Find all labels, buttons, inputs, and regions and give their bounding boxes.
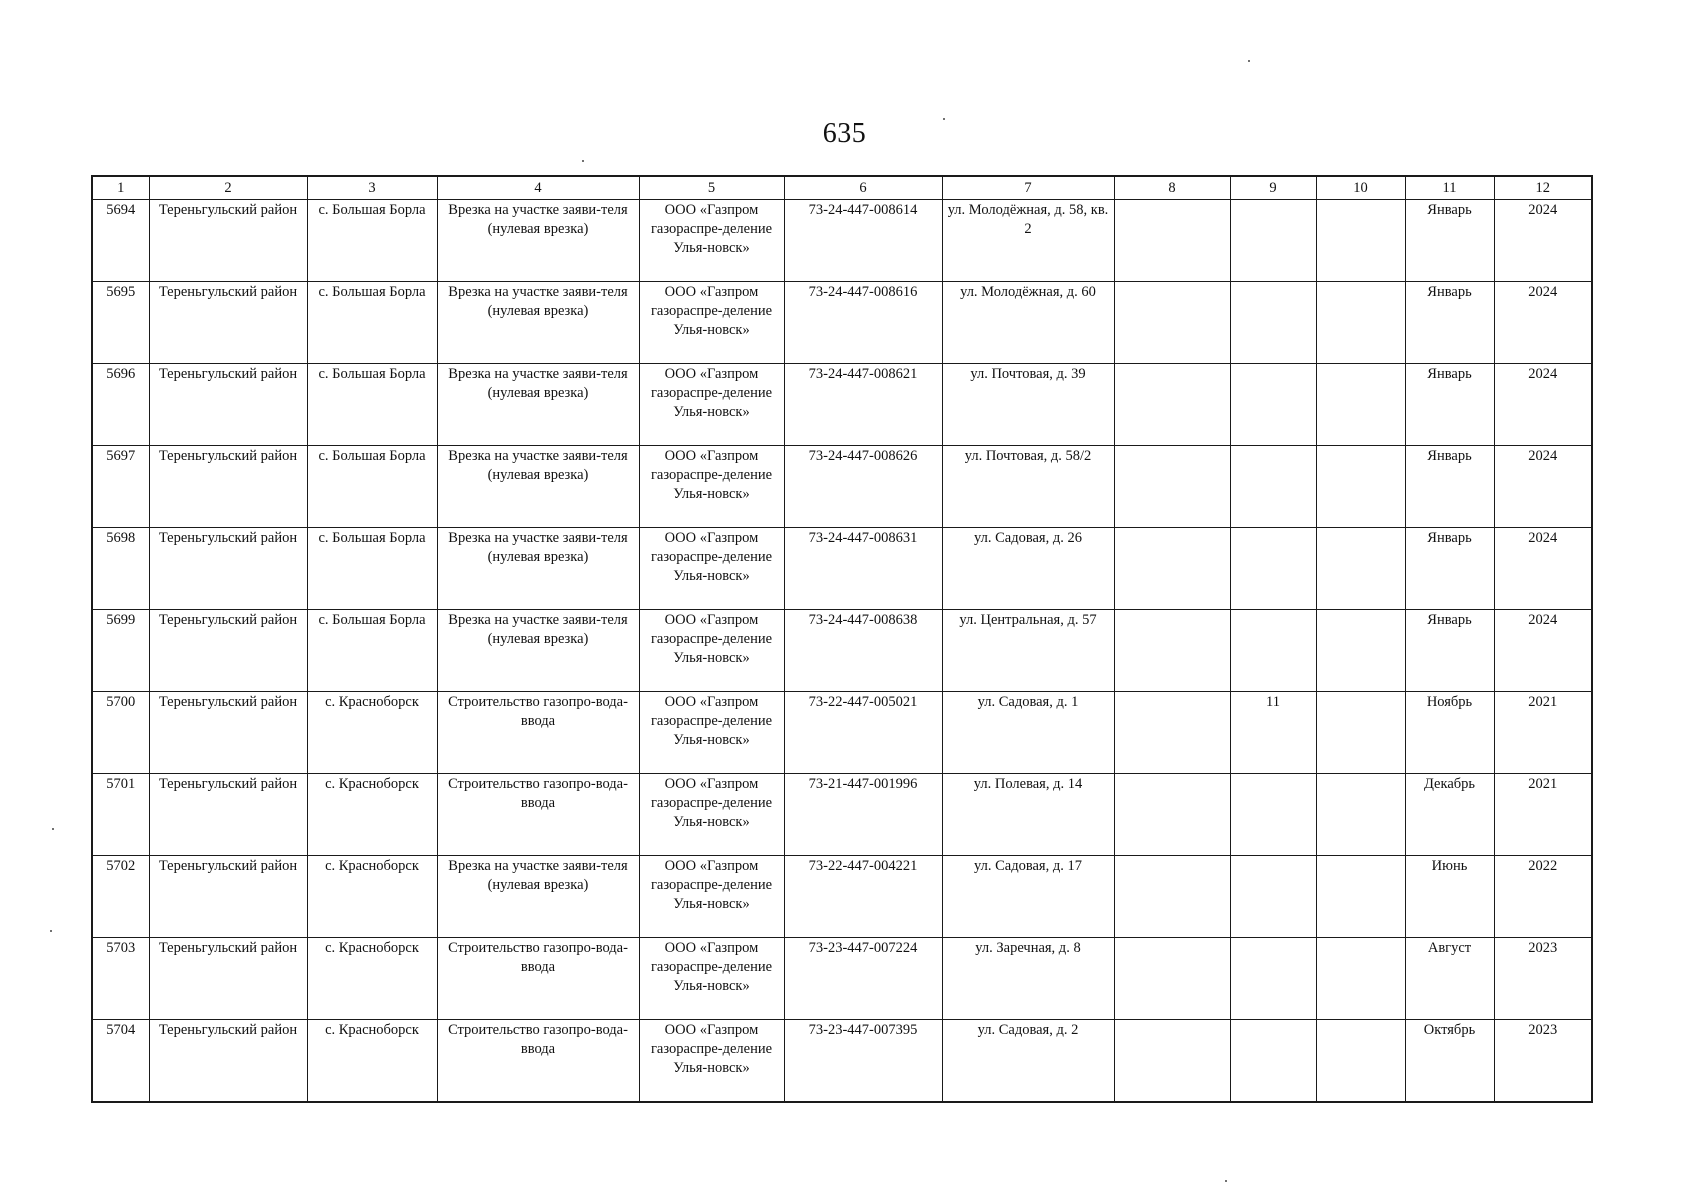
year-cell: 2024	[1494, 364, 1592, 446]
year-cell: 2021	[1494, 774, 1592, 856]
col8-cell	[1114, 610, 1230, 692]
table-row	[92, 610, 1592, 692]
table-row	[92, 200, 1592, 282]
settlement-cell: с. Большая Борла	[307, 282, 437, 364]
organization-cell: ООО «Газпром газораспре-деление Улья-новск»	[639, 364, 784, 446]
organization-cell: ООО «Газпром газораспре-деление Улья-новск»	[639, 856, 784, 938]
address-cell: ул. Центральная, д. 57	[942, 610, 1114, 692]
row-number-cell: 5702	[92, 856, 149, 938]
settlement-cell: с. Большая Борла	[307, 528, 437, 610]
district-cell: Тереньгульский район	[149, 364, 307, 446]
col10-cell	[1316, 610, 1405, 692]
cadastral-code-cell: 73-22-447-004221	[784, 856, 942, 938]
work-type-cell: Врезка на участке заяви-теля (нулевая врезка)	[437, 364, 639, 446]
col10-cell	[1316, 200, 1405, 282]
table-body	[92, 200, 1592, 1102]
col10-cell	[1316, 282, 1405, 364]
row-number-cell: 5698	[92, 528, 149, 610]
row-number-cell: 5700	[92, 692, 149, 774]
year-cell: 2021	[1494, 692, 1592, 774]
month-cell: Ноябрь	[1405, 692, 1494, 774]
col9-cell	[1230, 528, 1316, 610]
header-cell: 2	[149, 176, 307, 200]
district-cell: Тереньгульский район	[149, 528, 307, 610]
settlement-cell: с. Большая Борла	[307, 610, 437, 692]
col10-cell	[1316, 692, 1405, 774]
col8-cell	[1114, 528, 1230, 610]
row-number-cell: 5699	[92, 610, 149, 692]
row-number-cell: 5701	[92, 774, 149, 856]
cadastral-code-cell: 73-22-447-005021	[784, 692, 942, 774]
settlement-cell: с. Большая Борла	[307, 446, 437, 528]
col10-cell	[1316, 856, 1405, 938]
row-number-cell: 5704	[92, 1020, 149, 1102]
work-type-cell: Строительство газопро-вода-ввода	[437, 692, 639, 774]
settlement-cell: с. Красноборск	[307, 856, 437, 938]
scan-speck	[1248, 60, 1250, 62]
address-cell: ул. Полевая, д. 14	[942, 774, 1114, 856]
address-cell: ул. Молодёжная, д. 58, кв. 2	[942, 200, 1114, 282]
month-cell: Январь	[1405, 200, 1494, 282]
organization-cell: ООО «Газпром газораспре-деление Улья-новск»	[639, 282, 784, 364]
year-cell: 2024	[1494, 610, 1592, 692]
scan-speck	[50, 930, 52, 932]
col8-cell	[1114, 938, 1230, 1020]
work-type-cell: Строительство газопро-вода-ввода	[437, 938, 639, 1020]
col8-cell	[1114, 200, 1230, 282]
col9-cell	[1230, 938, 1316, 1020]
year-cell: 2022	[1494, 856, 1592, 938]
page-number: 635	[822, 118, 867, 149]
month-cell: Июнь	[1405, 856, 1494, 938]
district-cell: Тереньгульский район	[149, 200, 307, 282]
month-cell: Январь	[1405, 446, 1494, 528]
organization-cell: ООО «Газпром газораспре-деление Улья-новск»	[639, 446, 784, 528]
address-cell: ул. Садовая, д. 2	[942, 1020, 1114, 1102]
col9-cell	[1230, 774, 1316, 856]
settlement-cell: с. Красноборск	[307, 774, 437, 856]
col10-cell	[1316, 938, 1405, 1020]
district-cell: Тереньгульский район	[149, 1020, 307, 1102]
col8-cell	[1114, 692, 1230, 774]
organization-cell: ООО «Газпром газораспре-деление Улья-новск»	[639, 692, 784, 774]
address-cell: ул. Молодёжная, д. 60	[942, 282, 1114, 364]
work-type-cell: Врезка на участке заяви-теля (нулевая врезка)	[437, 282, 639, 364]
address-cell: ул. Заречная, д. 8	[942, 938, 1114, 1020]
district-cell: Тереньгульский район	[149, 856, 307, 938]
table-row	[92, 364, 1592, 446]
header-cell: 4	[437, 176, 639, 200]
year-cell: 2024	[1494, 528, 1592, 610]
col9-cell	[1230, 610, 1316, 692]
scan-speck	[52, 828, 54, 830]
row-number-cell: 5695	[92, 282, 149, 364]
col9-cell	[1230, 446, 1316, 528]
col10-cell	[1316, 774, 1405, 856]
row-number-cell: 5703	[92, 938, 149, 1020]
row-number-cell: 5697	[92, 446, 149, 528]
organization-cell: ООО «Газпром газораспре-деление Улья-новск»	[639, 938, 784, 1020]
table-row	[92, 938, 1592, 1020]
address-cell: ул. Почтовая, д. 58/2	[942, 446, 1114, 528]
month-cell: Январь	[1405, 528, 1494, 610]
cadastral-code-cell: 73-24-447-008621	[784, 364, 942, 446]
organization-cell: ООО «Газпром газораспре-деление Улья-новск»	[639, 1020, 784, 1102]
header-cell: 9	[1230, 176, 1316, 200]
address-cell: ул. Садовая, д. 1	[942, 692, 1114, 774]
month-cell: Январь	[1405, 610, 1494, 692]
table-row	[92, 528, 1592, 610]
organization-cell: ООО «Газпром газораспре-деление Улья-новск»	[639, 528, 784, 610]
col9-cell	[1230, 856, 1316, 938]
month-cell: Январь	[1405, 282, 1494, 364]
col8-cell	[1114, 856, 1230, 938]
header-row	[92, 176, 1592, 200]
scan-speck	[582, 160, 584, 162]
month-cell: Август	[1405, 938, 1494, 1020]
settlement-cell: с. Большая Борла	[307, 364, 437, 446]
cadastral-code-cell: 73-24-447-008626	[784, 446, 942, 528]
month-cell: Октябрь	[1405, 1020, 1494, 1102]
work-type-cell: Строительство газопро-вода-ввода	[437, 774, 639, 856]
organization-cell: ООО «Газпром газораспре-деление Улья-новск»	[639, 774, 784, 856]
year-cell: 2024	[1494, 446, 1592, 528]
row-number-cell: 5696	[92, 364, 149, 446]
work-type-cell: Врезка на участке заяви-теля (нулевая врезка)	[437, 856, 639, 938]
year-cell: 2024	[1494, 200, 1592, 282]
data-table	[91, 175, 1593, 1103]
cadastral-code-cell: 73-23-447-007395	[784, 1020, 942, 1102]
header-cell: 12	[1494, 176, 1592, 200]
settlement-cell: с. Красноборск	[307, 692, 437, 774]
col9-cell: 11	[1230, 692, 1316, 774]
cadastral-code-cell: 73-24-447-008631	[784, 528, 942, 610]
address-cell: ул. Садовая, д. 26	[942, 528, 1114, 610]
address-cell: ул. Садовая, д. 17	[942, 856, 1114, 938]
table-row	[92, 282, 1592, 364]
col9-cell	[1230, 1020, 1316, 1102]
col9-cell	[1230, 282, 1316, 364]
work-type-cell: Врезка на участке заяви-теля (нулевая врезка)	[437, 446, 639, 528]
work-type-cell: Врезка на участке заяви-теля (нулевая врезка)	[437, 200, 639, 282]
table-row	[92, 1020, 1592, 1102]
header-cell: 5	[639, 176, 784, 200]
col10-cell	[1316, 1020, 1405, 1102]
month-cell: Январь	[1405, 364, 1494, 446]
year-cell: 2023	[1494, 938, 1592, 1020]
year-cell: 2024	[1494, 282, 1592, 364]
table-row	[92, 856, 1592, 938]
col10-cell	[1316, 364, 1405, 446]
district-cell: Тереньгульский район	[149, 610, 307, 692]
work-type-cell: Врезка на участке заяви-теля (нулевая врезка)	[437, 528, 639, 610]
header-cell: 8	[1114, 176, 1230, 200]
header-cell: 6	[784, 176, 942, 200]
organization-cell: ООО «Газпром газораспре-деление Улья-новск»	[639, 610, 784, 692]
row-number-cell: 5694	[92, 200, 149, 282]
header-cell: 11	[1405, 176, 1494, 200]
district-cell: Тереньгульский район	[149, 774, 307, 856]
cadastral-code-cell: 73-24-447-008616	[784, 282, 942, 364]
settlement-cell: с. Красноборск	[307, 1020, 437, 1102]
col8-cell	[1114, 364, 1230, 446]
table-row	[92, 774, 1592, 856]
col10-cell	[1316, 446, 1405, 528]
district-cell: Тереньгульский район	[149, 446, 307, 528]
col8-cell	[1114, 1020, 1230, 1102]
col8-cell	[1114, 774, 1230, 856]
scan-speck	[1225, 1180, 1227, 1182]
header-cell: 10	[1316, 176, 1405, 200]
address-cell: ул. Почтовая, д. 39	[942, 364, 1114, 446]
year-cell: 2023	[1494, 1020, 1592, 1102]
cadastral-code-cell: 73-21-447-001996	[784, 774, 942, 856]
col9-cell	[1230, 200, 1316, 282]
col10-cell	[1316, 528, 1405, 610]
table-row	[92, 692, 1592, 774]
cadastral-code-cell: 73-24-447-008614	[784, 200, 942, 282]
scan-speck	[943, 118, 945, 120]
header-cell: 3	[307, 176, 437, 200]
header-cell: 1	[92, 176, 149, 200]
work-type-cell: Врезка на участке заяви-теля (нулевая врезка)	[437, 610, 639, 692]
header-cell: 7	[942, 176, 1114, 200]
col9-cell	[1230, 364, 1316, 446]
col8-cell	[1114, 282, 1230, 364]
district-cell: Тереньгульский район	[149, 938, 307, 1020]
month-cell: Декабрь	[1405, 774, 1494, 856]
settlement-cell: с. Красноборск	[307, 938, 437, 1020]
col8-cell	[1114, 446, 1230, 528]
settlement-cell: с. Большая Борла	[307, 200, 437, 282]
work-type-cell: Строительство газопро-вода-ввода	[437, 1020, 639, 1102]
cadastral-code-cell: 73-23-447-007224	[784, 938, 942, 1020]
cadastral-code-cell: 73-24-447-008638	[784, 610, 942, 692]
district-cell: Тереньгульский район	[149, 692, 307, 774]
table-row	[92, 446, 1592, 528]
district-cell: Тереньгульский район	[149, 282, 307, 364]
organization-cell: ООО «Газпром газораспре-деление Улья-новск»	[639, 200, 784, 282]
